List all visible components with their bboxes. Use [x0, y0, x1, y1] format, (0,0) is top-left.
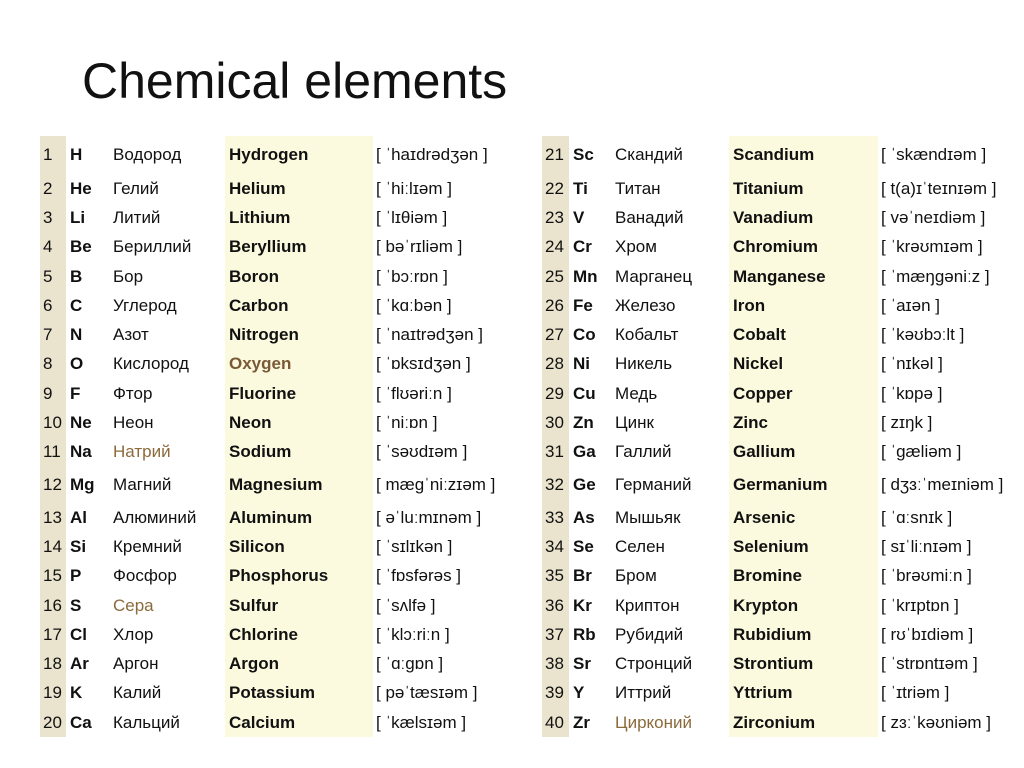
element-name-russian: Углерод [113, 295, 177, 315]
element-name-russian: Магний [113, 474, 172, 494]
element-name-russian: Никель [615, 354, 673, 374]
element-name-russian: Фтор [113, 383, 153, 403]
element-name-russian: Селен [615, 536, 665, 556]
element-name-russian: Железо [615, 295, 676, 315]
element-name-english: Argon [225, 649, 373, 678]
element-name-english: Scandium [729, 136, 878, 174]
element-name-russian: Бром [615, 566, 657, 586]
element-symbol: Br [573, 566, 592, 586]
element-name-english: Beryllium [225, 233, 373, 262]
element-symbol: Ni [573, 354, 590, 374]
element-symbol: Zn [573, 413, 594, 433]
element-name-english: Silicon [225, 532, 373, 561]
element-name-russian: Сера [113, 595, 154, 615]
element-pronunciation: [ ˈhaɪdrədʒən ] [376, 145, 488, 164]
element-symbol: As [573, 507, 595, 527]
element-number: 20 [40, 708, 66, 737]
element-name-russian: Хлор [113, 624, 154, 644]
element-name-english: Sulfur [225, 591, 373, 620]
elements-table-right [542, 136, 1014, 737]
element-pronunciation: [ pəˈtæsɪəm ] [376, 683, 478, 703]
element-pronunciation: [ ˈklɔːriːn ] [376, 624, 450, 644]
element-name-russian: Марганец [615, 266, 693, 286]
element-symbol: Sc [573, 145, 594, 164]
element-symbol: Si [70, 536, 87, 556]
element-pronunciation: [ ˈbrəʊmiːn ] [881, 566, 972, 586]
element-pronunciation: [ ˈhiːlɪəm ] [376, 178, 452, 198]
element-number: 18 [40, 649, 66, 678]
element-name-russian: Кислород [113, 354, 189, 374]
element-row [40, 203, 538, 232]
element-symbol: Co [573, 325, 596, 345]
element-name-english: Germanium [729, 467, 878, 503]
element-pronunciation: [ ˈsʌlfə ] [376, 595, 436, 615]
element-name-english: Boron [225, 262, 373, 291]
element-pronunciation: [ ˈnaɪtrədʒən ] [376, 325, 483, 345]
element-name-russian: Азот [113, 325, 149, 345]
element-name-english: Potassium [225, 679, 373, 708]
element-number: 32 [542, 467, 569, 503]
element-number: 14 [40, 532, 66, 561]
element-symbol: Se [573, 536, 594, 556]
element-symbol: N [70, 325, 83, 345]
element-number: 30 [542, 408, 569, 437]
element-number: 22 [542, 174, 569, 203]
element-number: 8 [40, 350, 66, 379]
element-pronunciation: [ ˈkɑːbən ] [376, 295, 452, 315]
element-pronunciation: [ ˈɒksɪdʒən ] [376, 354, 471, 374]
element-name-english: Gallium [729, 438, 878, 467]
element-name-russian: Бериллий [113, 237, 192, 257]
element-row [542, 562, 1014, 591]
element-row [542, 438, 1014, 467]
element-symbol: Ca [70, 712, 92, 732]
element-name-english: Nitrogen [225, 320, 373, 349]
element-number: 26 [542, 291, 569, 320]
element-number: 4 [40, 233, 66, 262]
element-name-russian: Натрий [113, 442, 171, 462]
element-pronunciation: [ ˈkəʊbɔːlt ] [881, 325, 965, 345]
element-pronunciation: [ ˈlɪθiəm ] [376, 207, 448, 227]
element-row [542, 233, 1014, 262]
element-name-english: Carbon [225, 291, 373, 320]
element-row [40, 174, 538, 203]
element-row [542, 203, 1014, 232]
element-symbol: Al [70, 507, 87, 527]
element-name-english: Vanadium [729, 203, 878, 232]
element-row [40, 620, 538, 649]
element-name-russian: Фосфор [113, 566, 177, 586]
element-symbol: Rb [573, 624, 596, 644]
element-row [40, 503, 538, 532]
element-row [542, 532, 1014, 561]
element-row [542, 408, 1014, 437]
element-pronunciation: [ ˈkɒpə ] [881, 383, 943, 403]
element-name-russian: Титан [615, 178, 661, 198]
element-number: 33 [542, 503, 569, 532]
element-row [40, 291, 538, 320]
element-name-russian: Кремний [113, 536, 182, 556]
element-row [542, 467, 1014, 503]
element-symbol: Fe [573, 295, 593, 315]
element-number: 3 [40, 203, 66, 232]
element-number: 19 [40, 679, 66, 708]
element-name-russian: Ванадий [615, 207, 684, 227]
element-row [40, 679, 538, 708]
element-number: 10 [40, 408, 66, 437]
elements-table-left [40, 136, 538, 737]
element-symbol: Mn [573, 266, 598, 286]
element-pronunciation: [ əˈluːmɪnəm ] [376, 507, 482, 527]
element-name-english: Cobalt [729, 320, 878, 349]
element-number: 21 [542, 136, 569, 174]
element-number: 12 [40, 467, 66, 503]
element-symbol: F [70, 383, 81, 403]
element-number: 37 [542, 620, 569, 649]
element-pronunciation: [ ˈɑːgɒn ] [376, 654, 444, 674]
element-pronunciation: [ sɪˈliːnɪəm ] [881, 536, 972, 556]
element-name-english: Nickel [729, 350, 878, 379]
element-name-english: Calcium [225, 708, 373, 737]
element-row [542, 591, 1014, 620]
element-number: 24 [542, 233, 569, 262]
element-row [542, 649, 1014, 678]
element-number: 23 [542, 203, 569, 232]
element-symbol: B [70, 266, 83, 286]
element-name-english: Neon [225, 408, 373, 437]
element-name-english: Aluminum [225, 503, 373, 532]
element-row [542, 379, 1014, 408]
element-symbol: Li [70, 207, 86, 227]
element-name-russian: Кальций [113, 712, 180, 732]
element-number: 9 [40, 379, 66, 408]
element-number: 31 [542, 438, 569, 467]
element-name-english: Bromine [729, 562, 878, 591]
element-row [40, 649, 538, 678]
element-name-english: Iron [729, 291, 878, 320]
element-pronunciation: [ rʊˈbɪdiəm ] [881, 624, 974, 644]
element-row [542, 320, 1014, 349]
element-pronunciation: [ ˈgæliəm ] [881, 442, 962, 462]
element-number: 25 [542, 262, 569, 291]
element-name-russian: Аргон [113, 654, 159, 674]
element-symbol: Be [70, 237, 92, 257]
element-name-russian: Рубидий [615, 624, 684, 644]
element-number: 1 [40, 136, 66, 174]
element-name-russian: Алюминий [113, 507, 197, 527]
element-name-russian: Цинк [615, 413, 654, 433]
element-number: 27 [542, 320, 569, 349]
element-pronunciation: [ ˈaɪən ] [881, 295, 940, 315]
element-name-russian: Бор [113, 266, 144, 286]
element-row [542, 503, 1014, 532]
element-symbol: Cu [573, 383, 596, 403]
element-number: 36 [542, 591, 569, 620]
element-pronunciation: [ ˈsəʊdɪəm ] [376, 442, 468, 462]
element-name-russian: Водород [113, 145, 182, 164]
element-name-english: Sodium [225, 438, 373, 467]
element-pronunciation: [ vəˈneɪdiəm ] [881, 207, 986, 227]
element-pronunciation: [ dʒɜːˈmeɪniəm ] [881, 474, 1004, 494]
element-name-russian: Гелий [113, 178, 159, 198]
element-row [542, 174, 1014, 203]
element-name-english: Oxygen [225, 350, 373, 379]
element-name-russian: Галлий [615, 442, 672, 462]
element-row [542, 679, 1014, 708]
element-row [40, 379, 538, 408]
element-symbol: Y [573, 683, 585, 703]
element-row [542, 708, 1014, 737]
element-row [40, 708, 538, 737]
element-symbol: Ar [70, 654, 89, 674]
element-name-english: Arsenic [729, 503, 878, 532]
element-number: 38 [542, 649, 569, 678]
element-name-russian: Хром [615, 237, 657, 257]
element-symbol: O [70, 354, 84, 374]
element-symbol: Na [70, 442, 92, 462]
element-name-english: Hydrogen [225, 136, 373, 174]
element-symbol: Ge [573, 474, 596, 494]
element-pronunciation: [ zɪŋk ] [881, 413, 933, 433]
element-row [40, 467, 538, 503]
element-name-english: Rubidium [729, 620, 878, 649]
element-name-russian: Скандий [615, 145, 683, 164]
element-row [542, 350, 1014, 379]
page-title: Chemical elements [82, 53, 508, 109]
element-symbol: H [70, 145, 83, 164]
element-name-russian: Цирконий [615, 712, 692, 732]
element-row [542, 620, 1014, 649]
element-row [542, 136, 1014, 174]
element-symbol: He [70, 178, 92, 198]
element-row [40, 350, 538, 379]
element-pronunciation: [ bəˈrɪliəm ] [376, 237, 463, 257]
element-symbol: Cl [70, 624, 87, 644]
element-name-russian: Мышьяк [615, 507, 681, 527]
element-number: 35 [542, 562, 569, 591]
element-number: 28 [542, 350, 569, 379]
element-number: 40 [542, 708, 569, 737]
element-name-english: Yttrium [729, 679, 878, 708]
element-pronunciation: [ ˈniːɒn ] [376, 413, 438, 433]
element-row [40, 233, 538, 262]
element-pronunciation: [ ˈflʊəriːn ] [376, 383, 452, 403]
element-symbol: Ti [573, 178, 588, 198]
element-pronunciation: [ ˈmæŋgəniːz ] [881, 266, 990, 286]
element-name-english: Magnesium [225, 467, 373, 503]
element-name-english: Manganese [729, 262, 878, 291]
element-number: 34 [542, 532, 569, 561]
element-symbol: Zr [573, 712, 590, 732]
element-pronunciation: [ ˈkælsɪəm ] [376, 712, 467, 732]
element-name-russian: Германий [615, 474, 692, 494]
element-symbol: Cr [573, 237, 592, 257]
element-row [542, 291, 1014, 320]
element-number: 6 [40, 291, 66, 320]
element-number: 15 [40, 562, 66, 591]
element-name-russian: Неон [113, 413, 154, 433]
element-name-english: Phosphorus [225, 562, 373, 591]
element-name-english: Copper [729, 379, 878, 408]
element-name-english: Selenium [729, 532, 878, 561]
element-symbol: C [70, 295, 83, 315]
element-number: 39 [542, 679, 569, 708]
element-pronunciation: [ ˈkrəʊmɪəm ] [881, 237, 983, 257]
element-name-russian: Стронций [615, 654, 693, 674]
element-pronunciation: [ ˈskændɪəm ] [881, 145, 987, 164]
element-symbol: P [70, 566, 82, 586]
element-symbol: S [70, 595, 82, 615]
element-pronunciation: [ ˈstrɒntɪəm ] [881, 654, 978, 674]
element-name-russian: Криптон [615, 595, 680, 615]
element-name-english: Chlorine [225, 620, 373, 649]
element-name-english: Titanium [729, 174, 878, 203]
element-name-russian: Литий [113, 207, 161, 227]
element-name-english: Strontium [729, 649, 878, 678]
element-number: 29 [542, 379, 569, 408]
element-symbol: Sr [573, 654, 591, 674]
element-pronunciation: [ ˈnɪkəl ] [881, 354, 943, 374]
element-pronunciation: [ ˈɪtriəm ] [881, 683, 950, 703]
element-pronunciation: [ ˈfɒsfərəs ] [376, 566, 462, 586]
element-name-english: Fluorine [225, 379, 373, 408]
element-number: 13 [40, 503, 66, 532]
element-pronunciation: [ ˈbɔːrɒn ] [376, 266, 448, 286]
element-name-english: Zirconium [729, 708, 878, 737]
element-name-english: Krypton [729, 591, 878, 620]
element-row [40, 438, 538, 467]
element-number: 17 [40, 620, 66, 649]
element-pronunciation: [ zɜːˈkəʊniəm ] [881, 712, 992, 732]
element-number: 7 [40, 320, 66, 349]
element-name-english: Lithium [225, 203, 373, 232]
element-name-russian: Иттрий [615, 683, 672, 703]
element-symbol: K [70, 683, 83, 703]
element-symbol: Mg [70, 474, 95, 494]
element-pronunciation: [ ˈkrɪptɒn ] [881, 595, 959, 615]
element-row [40, 591, 538, 620]
element-row [542, 262, 1014, 291]
element-symbol: V [573, 207, 585, 227]
element-name-russian: Медь [615, 383, 658, 403]
element-row [40, 320, 538, 349]
element-row [40, 532, 538, 561]
element-name-russian: Калий [113, 683, 162, 703]
element-pronunciation: [ mægˈniːzɪəm ] [376, 474, 496, 494]
element-row [40, 562, 538, 591]
element-pronunciation: [ ˈsɪlɪkən ] [376, 536, 453, 556]
element-name-english: Zinc [729, 408, 878, 437]
element-name-russian: Кобальт [615, 325, 679, 345]
element-number: 2 [40, 174, 66, 203]
element-symbol: Ne [70, 413, 92, 433]
element-row [40, 408, 538, 437]
element-number: 16 [40, 591, 66, 620]
element-pronunciation: [ ˈɑːsnɪk ] [881, 507, 953, 527]
element-symbol: Kr [573, 595, 592, 615]
element-symbol: Ga [573, 442, 596, 462]
element-pronunciation: [ t(a)ɪˈteɪnɪəm ] [881, 178, 997, 198]
element-row [40, 262, 538, 291]
element-number: 11 [40, 438, 66, 467]
element-number: 5 [40, 262, 66, 291]
element-name-english: Helium [225, 174, 373, 203]
element-name-english: Chromium [729, 233, 878, 262]
element-row [40, 136, 538, 174]
